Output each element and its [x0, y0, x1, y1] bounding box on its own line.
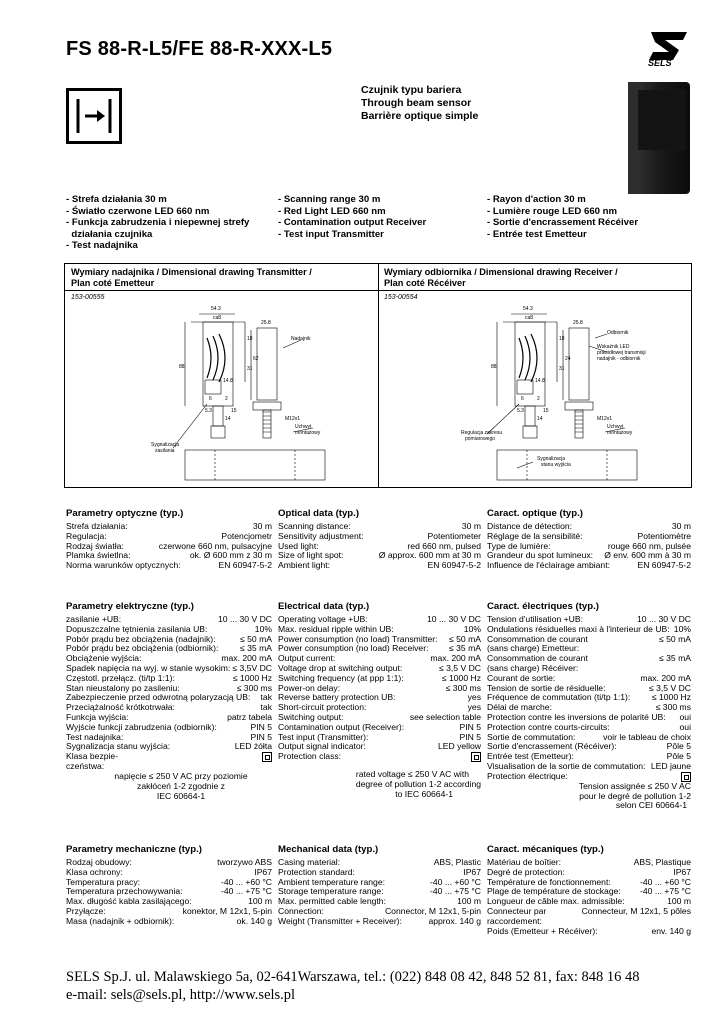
- spec-label: Ondulations résiduelles maxi à l'interieur de UB:: [487, 623, 670, 634]
- spec-label: Protection électrique:: [487, 770, 568, 781]
- spec-value: ≤ 300 ms: [655, 702, 691, 713]
- spec-value: ≤ 50 mA: [240, 633, 272, 644]
- spec-label: Short-circuit protection:: [278, 702, 367, 713]
- spec-value: approx. 140 g: [428, 915, 481, 926]
- spec-value: ≤ 3,5 V DC: [649, 682, 691, 693]
- spec-value: red 660 nm, pulsed: [407, 540, 481, 551]
- spec-label: Rodzaj obudowy:: [66, 857, 132, 867]
- spec-value: 10 ... 30 V DC: [637, 614, 691, 624]
- dim-label: 54.3: [211, 306, 221, 312]
- receiver-drawing: [457, 300, 683, 486]
- spec-value: LED żółta: [234, 741, 272, 752]
- feature-item: - Test nadajnika: [66, 240, 138, 251]
- spec-label: Distance de détection:: [487, 521, 573, 531]
- spec-value: LED yellow: [438, 741, 481, 752]
- spec-label: Stan nieustalony po zasileniu:: [66, 682, 180, 693]
- feature-item: - Lumière rouge LED 660 nm: [487, 205, 618, 217]
- spec-value: max. 200 mA: [640, 672, 691, 683]
- spec-value: ≤ 35 mA: [240, 643, 272, 654]
- spec-label: Wyjście funkcji zabrudzenia (odbiornik):: [66, 721, 217, 732]
- spec-value: Potencjometr: [221, 530, 272, 541]
- spec-value: Potentiomètre: [637, 530, 691, 541]
- note-label: stanu wyjścia: [541, 462, 571, 468]
- spec-value: 30 m: [252, 521, 272, 531]
- spec-value: [681, 772, 691, 782]
- spec-value: 10%: [463, 623, 481, 634]
- spec-label: Temperatura przechowywania:: [66, 886, 183, 897]
- spec-label: Dopuszczalne tętnienia zasilania UB:: [66, 623, 208, 634]
- spec-label: (sans charge) Emetteur:: [487, 643, 580, 654]
- dim-label: 14: [537, 416, 543, 422]
- dim-label: 5.3: [205, 408, 212, 414]
- spec-label: Connection:: [278, 905, 324, 916]
- spec-value: oui: [679, 721, 691, 732]
- spec-label: Test input (Transmitter):: [278, 731, 369, 742]
- spec-row: [278, 917, 481, 927]
- spec-value: ≤ 1000 Hz: [651, 692, 691, 703]
- note-label: Uchwyt: [607, 424, 624, 430]
- section-title: Electrical data (typ.): [278, 601, 370, 612]
- spec-value: PIN 5: [459, 721, 481, 732]
- spec-value: -40 ... +75 °C: [640, 886, 691, 897]
- dim-label: 15: [543, 408, 549, 414]
- spec-value: EN 60947-5-2: [637, 560, 691, 571]
- spec-label: zasilanie +UB:: [66, 614, 122, 624]
- spec-label: Fréquence de commutation (ti/tp 1:1):: [487, 692, 631, 703]
- note-label: pomiarowego: [465, 436, 496, 442]
- spec-label: Type de lumière:: [487, 540, 551, 551]
- spec-label: Zabezpieczenie przed odwrotną polaryzacją UB:: [66, 692, 251, 703]
- receiver-drawing-code: 153-00554: [384, 294, 418, 301]
- section-title: Caract. mécaniques (typ.): [487, 844, 604, 855]
- dim-label: 14.8: [535, 378, 545, 384]
- spec-label: Strefa działania:: [66, 521, 128, 531]
- spec-value: ≤ 50 mA: [449, 633, 481, 644]
- protection-note: napięcie ≤ 250 V AC przy poziomie zakłóceń 1-2 zgodnie z IEC 60664-1: [114, 771, 248, 801]
- dim-label: 6: [209, 396, 212, 402]
- spec-value: Pôle 5: [666, 741, 691, 752]
- feature-item: - Scanning range 30 m: [278, 194, 381, 205]
- note-label: Wskaźnik LED: [597, 344, 630, 350]
- spec-label: Weight (Transmitter + Receiver):: [278, 915, 402, 926]
- spec-value: ≤ 1000 Hz: [232, 672, 272, 683]
- spec-value: IP67: [673, 866, 691, 877]
- spec-label: Klasa bezpie-: [66, 751, 119, 762]
- spec-value: IP67: [463, 866, 481, 877]
- feature-item: - Rayon d'action 30 m: [487, 194, 586, 205]
- note-label: Nadajnik: [291, 336, 311, 342]
- spec-label: czeństwa:: [66, 761, 105, 772]
- spec-value: 10 ... 30 V DC: [218, 614, 272, 624]
- spec-value: Connector, M 12x1, 5-pin: [384, 905, 481, 916]
- spec-value: 10%: [673, 623, 691, 634]
- feature-item: działania czujnika: [66, 228, 153, 240]
- spec-label: Częstotl. przełącz. (ti/tp 1:1):: [66, 672, 175, 683]
- spec-label: Power-on delay:: [278, 682, 341, 693]
- spec-label: (sans charge) Récéiver:: [487, 662, 579, 673]
- spec-label: Przyłącze:: [66, 905, 106, 916]
- note-label: montażowy: [295, 430, 321, 436]
- spec-label: Protection contre les inversions de polarité UB:: [487, 711, 666, 722]
- spec-label: Plage de température de stockage:: [487, 886, 621, 897]
- spec-row: [278, 561, 481, 571]
- note-label: Sygnalizacja: [151, 442, 180, 448]
- protection-class-icon: [681, 772, 691, 782]
- spec-label: Ambient light:: [278, 560, 331, 571]
- feature-item: - Światło czerwone LED 660 nm: [66, 205, 210, 217]
- feature-item: - Sortie d'encrassement Récéiver: [487, 217, 639, 228]
- spec-label: Casing material:: [278, 857, 341, 867]
- spec-label: Longueur de câble max. admissible:: [487, 896, 625, 907]
- spec-label: Réglage de la sensibilité:: [487, 530, 583, 541]
- section-title: Parametry elektryczne (typ.): [66, 601, 194, 612]
- spec-label: Consommation de courant: [487, 633, 588, 644]
- spec-label: Entrée test (Emetteur):: [487, 751, 574, 762]
- spec-value: LED jaune: [650, 760, 691, 771]
- spec-value: tak: [260, 692, 272, 703]
- spec-label: Masa (nadajnik + odbiornik):: [66, 915, 175, 926]
- spec-label: Sygnalizacja stanu wyjścia:: [66, 741, 171, 752]
- section-title: Optical data (typ.): [278, 508, 360, 519]
- protection-class-icon: [471, 752, 481, 762]
- spec-value: ABS, Plastique: [633, 857, 691, 867]
- dim-label: ca8: [525, 315, 534, 321]
- spec-value: patrz tabela: [227, 711, 272, 722]
- spec-label: raccordement:: [487, 915, 542, 926]
- optical-pl: [66, 508, 272, 571]
- spec-value: PIN 5: [459, 731, 481, 742]
- sensor-type-heading: [361, 84, 478, 123]
- spec-label: Switching frequency (at ppp 1:1):: [278, 672, 404, 683]
- footer-web: e-mail: sels@sels.pl, http://www.sels.pl: [66, 987, 296, 1003]
- spec-row: [66, 917, 272, 927]
- spec-value: 100 m: [248, 896, 272, 907]
- spec-value: ≤ 300 ms: [236, 682, 272, 693]
- spec-value: oui: [679, 711, 691, 722]
- through-beam-symbol-icon: [66, 88, 122, 144]
- spec-value: ≤ 35 mA: [659, 653, 691, 664]
- spec-row: [278, 752, 481, 762]
- feature-item: - Funkcja zabrudzenia i niepewnej strefy: [66, 217, 250, 228]
- spec-value: voir le tableau de choix: [603, 731, 691, 742]
- dim-label: 15: [231, 408, 237, 414]
- electrical-fr: [487, 601, 691, 811]
- dim-label: ca8: [213, 315, 222, 321]
- dim-label: 5.3: [517, 408, 524, 414]
- spec-label: Influence de l'éclairage ambiant:: [487, 560, 610, 571]
- dim-label: 6: [521, 396, 524, 402]
- spec-value: see selection table: [409, 711, 481, 722]
- spec-label: Pobór prądu bez obciążenia (odbiornik):: [66, 643, 219, 654]
- dim-label: 14: [225, 416, 231, 422]
- spec-row: [487, 927, 691, 937]
- spec-label: Protection class:: [278, 751, 342, 762]
- section-title: Mechanical data (typ.): [278, 844, 379, 855]
- section-title: Parametry mechaniczne (typ.): [66, 844, 202, 855]
- section-title: Parametry optyczne (typ.): [66, 508, 184, 519]
- feature-item: - Contamination output Receiver: [278, 217, 427, 228]
- receiver-drawing-title: Wymiary odbiornika / Dimensional drawing Receiver / Plan coté Récéiver: [384, 267, 618, 288]
- logo-text: SELS: [648, 58, 672, 68]
- spec-label: Regulacja:: [66, 530, 107, 541]
- spec-label: Rodzaj światła:: [66, 540, 124, 551]
- spec-label: Tension de sortie de résiduelle:: [487, 682, 606, 693]
- spec-label: Funkcja wyjścia:: [66, 711, 129, 722]
- section-title: Caract. optique (typ.): [487, 508, 583, 519]
- electrical-en: [278, 601, 481, 800]
- spec-row: [66, 561, 272, 571]
- protection-class-icon: [262, 752, 272, 762]
- spec-value: ABS, Plastic: [433, 857, 481, 867]
- spec-value: max. 200 mA: [221, 653, 272, 664]
- spec-label: Tension d'utilisation +UB:: [487, 614, 583, 624]
- spec-label: Storage temperature range:: [278, 886, 384, 897]
- spec-label: Plamka świetlna:: [66, 550, 131, 561]
- spec-label: Pobór prądu bez obciążenia (nadajnik):: [66, 633, 216, 644]
- spec-label: Sortie de commutation:: [487, 731, 576, 742]
- spec-label: Spadek napięcia na wyj. w stanie wysokim:: [66, 662, 231, 673]
- spec-label: Matériau de boîtier:: [487, 857, 562, 867]
- spec-value: ≤ 1000 Hz: [441, 672, 481, 683]
- spec-value: -40 ... +60 °C: [430, 876, 481, 887]
- spec-label: Output signal indicator:: [278, 741, 366, 752]
- spec-label: Contamination output (Receiver):: [278, 721, 405, 732]
- dimensional-drawings: [64, 263, 692, 488]
- dim-label: 25.8: [573, 320, 583, 326]
- spec-label: Poids (Emetteur + Récéiver):: [487, 925, 598, 936]
- transmitter-drawing-title: Wymiary nadajnika / Dimensional drawing Transmitter / Plan coté Emetteur: [71, 267, 312, 288]
- spec-value: Ø env. 600 mm à 30 m: [604, 550, 691, 561]
- thread-label: M12x1: [597, 416, 613, 422]
- spec-label: Max. długość kabla zasilającego:: [66, 896, 192, 907]
- spec-value: yes: [467, 692, 481, 703]
- spec-value: env. 140 g: [651, 925, 691, 936]
- spec-label: Sortie d'encrassement (Récéiver):: [487, 741, 617, 752]
- feature-item: - Test input Transmitter: [278, 228, 384, 240]
- spec-value: 100 m: [667, 896, 691, 907]
- spec-value: EN 60947-5-2: [427, 560, 481, 571]
- spec-label: Scanning distance:: [278, 521, 351, 531]
- spec-label: Température de fonctionnement:: [487, 876, 611, 887]
- transmitter-drawing: [145, 300, 365, 486]
- spec-label: Reverse battery protection UB:: [278, 692, 396, 703]
- optical-en: [278, 508, 481, 571]
- dim-label: 24: [565, 356, 571, 362]
- spec-label: Przeciążalność krótkotrwała:: [66, 702, 175, 713]
- sensor-photo: [624, 80, 696, 200]
- spec-value: EN 60947-5-2: [218, 560, 272, 571]
- spec-value: max. 200 mA: [430, 653, 481, 664]
- spec-value: [471, 752, 481, 762]
- footer-address: SELS Sp.J. ul. Malawskiego 5a, 02-641Warszawa, tel.: (022) 848 08 42, 848 52 81, fax: 848 16 48: [66, 969, 640, 985]
- spec-value: ok. 140 g: [236, 915, 272, 926]
- spec-value: 30 m: [461, 521, 481, 531]
- spec-label: Temperatura pracy:: [66, 876, 141, 887]
- spec-value: ≤ 3,5V DC: [232, 662, 272, 673]
- spec-value: PIN 5: [250, 721, 272, 732]
- mechanical-pl: [66, 844, 272, 927]
- spec-value: Connecteur, M 12x1, 5 pôles: [581, 905, 691, 916]
- dim-label: 14.8: [223, 378, 233, 384]
- spec-value: ok. Ø 600 mm z 30 m: [189, 550, 272, 561]
- note-label: Odbiornik: [607, 330, 629, 336]
- thread-label: M12x1: [285, 416, 301, 422]
- spec-label: Ambient temperature range:: [278, 876, 386, 887]
- dim-label: 18: [247, 336, 253, 342]
- optical-fr: [487, 508, 691, 571]
- spec-value: rouge 660 nm, pulsée: [607, 540, 691, 551]
- spec-label: Visualisation de la sortie de commutation:: [487, 760, 646, 771]
- spec-label: Operating voltage +UB:: [278, 614, 368, 624]
- dim-label: 2: [537, 396, 540, 402]
- spec-value: yes: [467, 702, 481, 713]
- spec-label: Klasa ochrony:: [66, 866, 123, 877]
- spec-label: Test nadajnika:: [66, 731, 124, 742]
- spec-value: ≤ 35 mA: [449, 643, 481, 654]
- note-label: zasilania: [155, 448, 175, 454]
- spec-value: Potentiometer: [427, 530, 481, 541]
- spec-label: Courant de sortie:: [487, 672, 556, 683]
- spec-value: IP67: [254, 866, 272, 877]
- note-label: montażowy: [607, 430, 633, 436]
- dim-label: 88: [491, 364, 497, 370]
- spec-label: Size of light spot:: [278, 550, 344, 561]
- spec-label: Connecteur par: [487, 905, 547, 916]
- features-pl: [66, 194, 249, 252]
- spec-value: Pôle 5: [666, 751, 691, 762]
- dim-label: 31: [247, 366, 253, 372]
- spec-label: Power consumption (no load) Receiver:: [278, 643, 429, 654]
- spec-row: [487, 561, 691, 571]
- note-label: nadajnik - odbiornik: [597, 356, 641, 362]
- features-en: [278, 194, 426, 240]
- spec-value: 30 m: [671, 521, 691, 531]
- spec-value: ≤ 3,5 V DC: [439, 662, 481, 673]
- spec-value: 10 ... 30 V DC: [427, 614, 481, 624]
- dim-label: 54.3: [523, 306, 533, 312]
- spec-label: Max. permitted cable length:: [278, 896, 386, 907]
- spec-label: Power consumption (no load) Transmitter:: [278, 633, 438, 644]
- spec-label: Obciążenie wyjścia:: [66, 653, 142, 664]
- spec-value: [262, 752, 272, 762]
- spec-value: -40 ... +60 °C: [640, 876, 691, 887]
- note-label: Uchwyt: [295, 424, 312, 430]
- spec-value: ≤ 50 mA: [659, 633, 691, 644]
- spec-label: Protection contre courts-circuits:: [487, 721, 610, 732]
- dim-label: 25.8: [261, 320, 271, 326]
- spec-label: Voltage drop at switching output:: [278, 662, 403, 673]
- footer-contact: [66, 968, 640, 1004]
- spec-label: Consommation de courant: [487, 653, 588, 664]
- dim-label: 31: [559, 366, 565, 372]
- mechanical-fr: [487, 844, 691, 936]
- electrical-pl: [66, 601, 272, 801]
- spec-label: Norma warunków optycznych:: [66, 560, 181, 571]
- note-label: Regulacja zakresu: [461, 430, 503, 436]
- protection-note: rated voltage ≤ 250 V AC with degree of pollution 1-2 according to IEC 60664-1: [355, 769, 481, 799]
- mechanical-en: [278, 844, 481, 927]
- spec-value: -40 ... +75 °C: [221, 886, 272, 897]
- sensor-type-fr: Barrière optique simple: [361, 110, 479, 122]
- dim-label: 18: [559, 336, 565, 342]
- spec-label: Protection standard:: [278, 866, 355, 877]
- spec-value: konektor, M 12x1, 5-pin: [182, 905, 272, 916]
- protection-note: Tension assignée ≤ 250 V AC pour le degré de pollution 1-2 selon CEI 60664-1: [578, 780, 691, 811]
- spec-value: PIN 5: [250, 731, 272, 742]
- note-label: Sygnalizacja: [537, 456, 566, 462]
- page-title: FS 88-R-L5/FE 88-R-XXX-L5: [66, 38, 333, 60]
- spec-value: -40 ... +60 °C: [221, 876, 272, 887]
- sensor-type-en: Through beam sensor: [361, 97, 472, 109]
- spec-label: Switching output:: [278, 711, 344, 722]
- spec-label: Grandeur du spot lumineux:: [487, 550, 594, 561]
- sensor-type-pl: Czujnik typu bariera: [361, 84, 462, 96]
- spec-value: 100 m: [457, 896, 481, 907]
- dim-label: 62: [253, 356, 259, 362]
- spec-value: 10%: [254, 623, 272, 634]
- feature-item: - Strefa działania 30 m: [66, 194, 167, 205]
- spec-value: tak: [260, 702, 272, 713]
- note-label: prawidłowej transmisji: [597, 350, 646, 356]
- spec-value: tworzywo ABS: [217, 857, 272, 867]
- spec-value: czerwone 660 nm, pulsacyjne: [158, 540, 272, 551]
- spec-label: Used light:: [278, 540, 319, 551]
- features-fr: [487, 194, 638, 240]
- spec-label: Sensitivity adjustment:: [278, 530, 364, 541]
- feature-item: - Entrée test Emetteur: [487, 228, 587, 240]
- spec-value: Ø approx. 600 mm at 30 m: [378, 550, 481, 561]
- dim-label: 88: [179, 364, 185, 370]
- feature-item: - Red Light LED 660 nm: [278, 205, 386, 217]
- spec-label: Délai de marche:: [487, 702, 552, 713]
- spec-label: Degré de protection:: [487, 866, 565, 877]
- spec-label: Max. residual ripple within UB:: [278, 623, 394, 634]
- dim-label: 2: [225, 396, 228, 402]
- spec-label: Output current:: [278, 653, 336, 664]
- spec-value: ≤ 300 ms: [445, 682, 481, 693]
- transmitter-drawing-code: 153-00555: [71, 294, 105, 301]
- spec-value: -40 ... +75 °C: [430, 886, 481, 897]
- section-title: Caract. électriques (typ.): [487, 601, 599, 612]
